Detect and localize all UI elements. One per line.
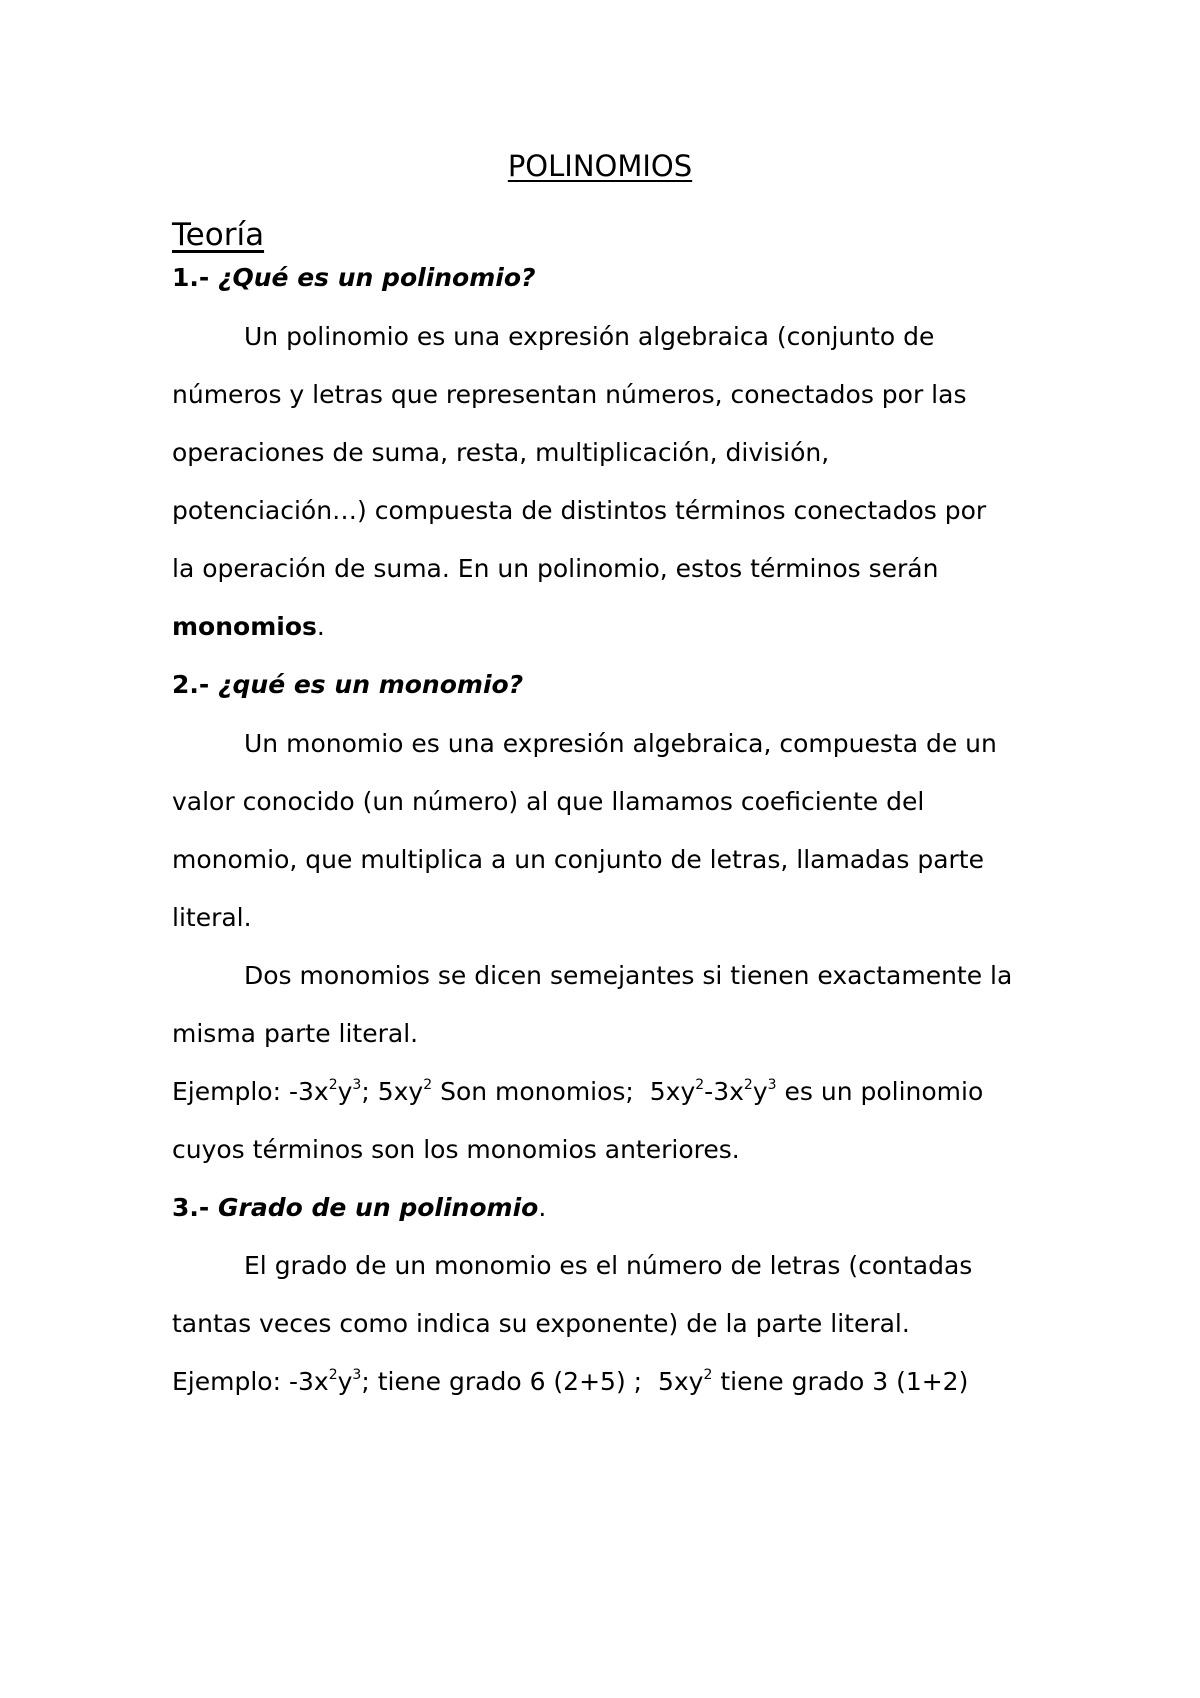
paragraph-line: cuyos términos son los monomios anteriores. [172,1135,740,1164]
exponent: 2 [328,1077,338,1093]
exponent: 2 [695,1077,705,1093]
paragraph-line: tantas veces como indica su exponente) de la parte literal. [172,1309,910,1338]
example-text: Son monomios; 5xy [432,1077,696,1106]
example-line [172,1075,983,1109]
exponent: 2 [328,1367,338,1383]
paragraph-line: operaciones de suma, resta, multiplicación, división, [172,438,830,467]
question-2-text: ¿qué es un monomio? [218,670,524,699]
example-text: y [752,1077,768,1106]
paragraph-line: números y letras que representan números, conectados por las [172,380,967,409]
paragraph-line: potenciación…) compuesta de distintos términos conectados por [172,496,987,525]
paragraph-line: monomio, que multiplica a un conjunto de letras, llamadas parte [172,845,984,874]
paragraph-line: la operación de suma. En un polinomio, estos términos serán [172,554,939,583]
paragraph-line: Un monomio es una expresión algebraica, compuesta de un [244,729,997,758]
paragraph-line [172,610,325,644]
example-text: Ejemplo: -3x [172,1077,329,1106]
example-text: ; 5xy [361,1077,424,1106]
example-text: Ejemplo: -3x [172,1367,329,1396]
question-2-heading [172,668,523,702]
question-3-text: Grado de un polinomio [218,1193,539,1222]
exponent: 3 [767,1077,777,1093]
exponent: 2 [423,1077,433,1093]
section-heading: Teoría [172,217,265,253]
example-text: y [337,1367,353,1396]
paragraph-line: El grado de un monomio es el número de letras (contadas [244,1251,973,1280]
exponent: 2 [703,1367,713,1383]
period: . [538,1193,547,1222]
question-3-heading [172,1191,546,1225]
question-2-number: 2.- [172,670,210,699]
document-title: POLINOMIOS [507,149,693,183]
exponent: 3 [352,1077,362,1093]
exponent: 2 [743,1077,753,1093]
period: . [316,612,325,641]
question-1-heading [172,261,536,295]
exponent: 3 [352,1367,362,1383]
example-text: ; tiene grado 6 (2+5) ; 5xy [361,1367,704,1396]
paragraph-line: valor conocido (un número) al que llamamos coeficiente del [172,787,925,816]
paragraph-line: literal. [172,903,252,932]
example-text: tiene grado 3 (1+2) [712,1367,969,1396]
example-text: y [337,1077,353,1106]
example-line [172,1365,968,1399]
paragraph-line: misma parte literal. [172,1019,419,1048]
question-1-number: 1.- [172,263,210,292]
question-3-number: 3.- [172,1193,210,1222]
paragraph-line: Dos monomios se dicen semejantes si tienen exactamente la [244,961,1013,990]
example-text: -3x [704,1077,744,1106]
example-text: es un polinomio [776,1077,984,1106]
question-1-text: ¿Qué es un polinomio? [218,263,536,292]
paragraph-line: Un polinomio es una expresión algebraica (conjunto de [244,322,935,351]
term-monomios: monomios [172,612,317,641]
